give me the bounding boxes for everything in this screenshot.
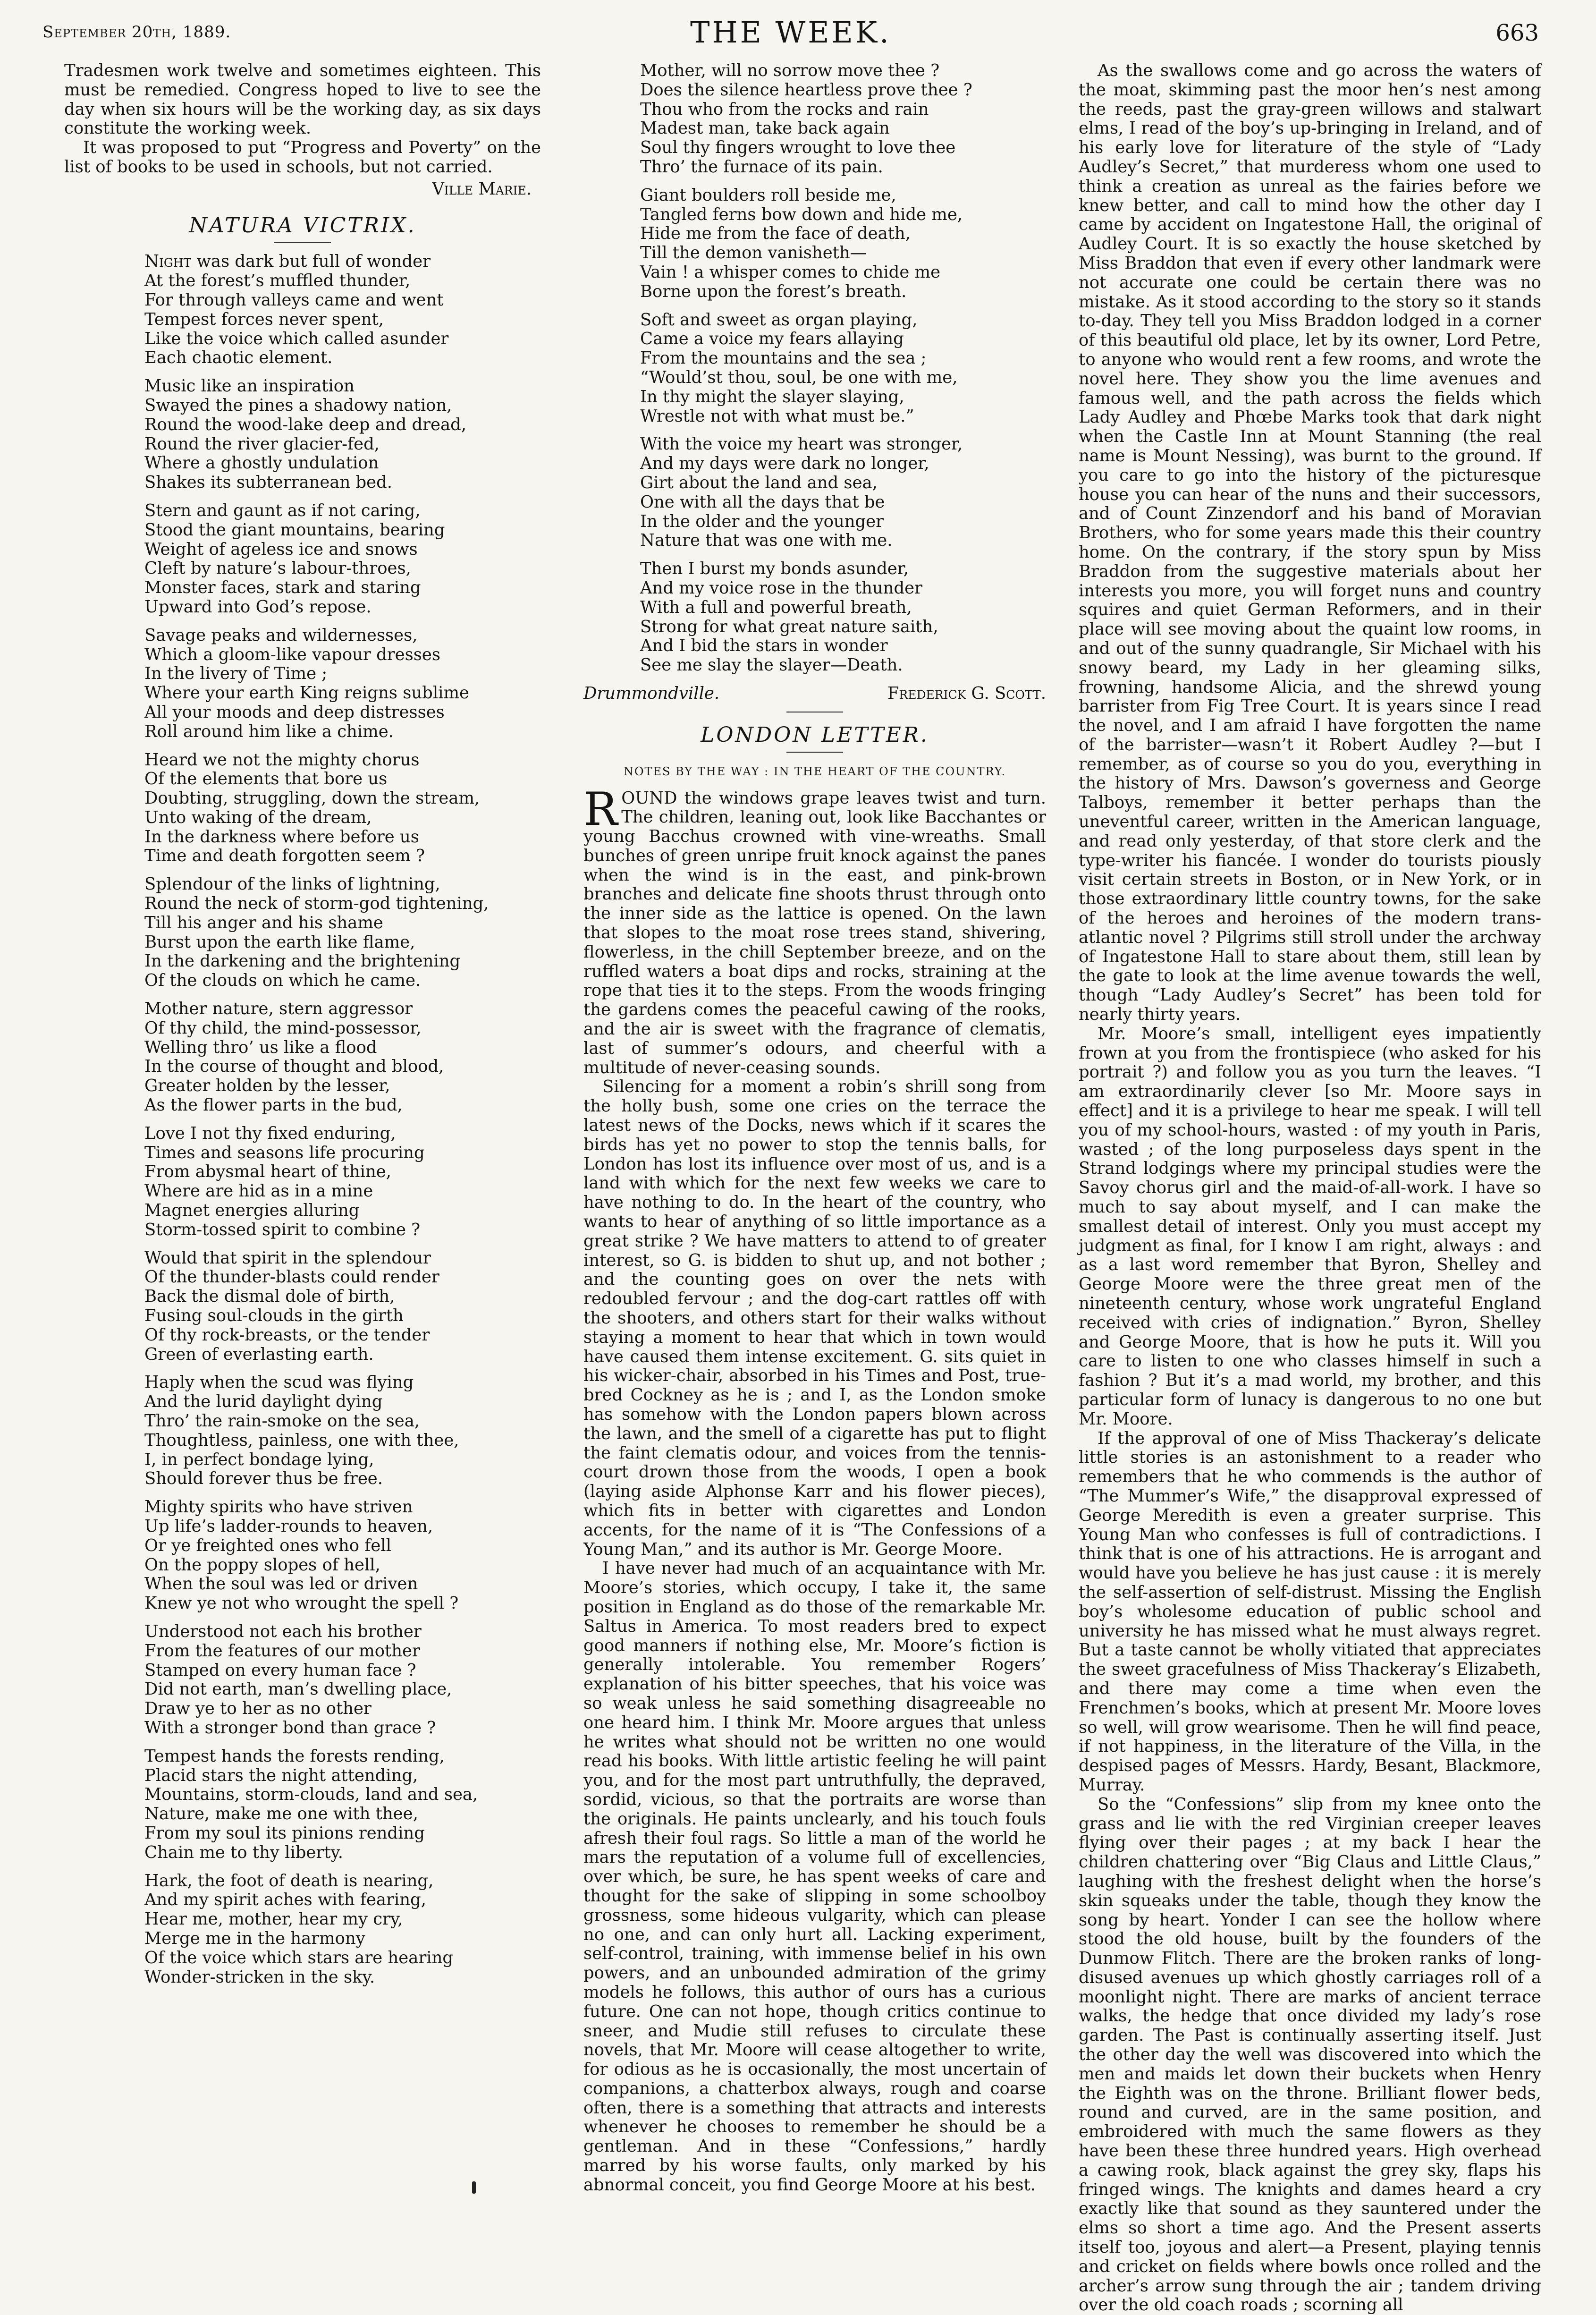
poem-line: Green of everlasting earth. bbox=[144, 1344, 374, 1364]
poem-line: Then I burst my bonds asunder, bbox=[640, 559, 909, 579]
poem-line: Unto waking of the dream, bbox=[144, 807, 372, 827]
intro-signature: Ville Marie. bbox=[432, 179, 532, 199]
poem-line: Of the clouds on which he came. bbox=[144, 971, 421, 991]
poem-line: In the livery of Time ; bbox=[144, 664, 328, 684]
poem-line: Round the neck of storm-god tightening, bbox=[144, 894, 489, 914]
article-paragraph: Silencing for a moment a robin’s shrill song from the holly bush, some one cries on the terrace the latest news of the Docks, news which if it scares the birds has yet no power to stop the tennis balls, for London has lost its influence over most of us, and is a land with which for the next few weeks we care to have nothing to do. In the heart of the country, who wants to hear of anything of so little importance as a great strike ? We have matters to attend to of greater interest, so G. is bidden to shut up, and not bother ; and the counting goes on over the nets with redoubled fervour ; and the dog-cart rattles off with the shooters, and others start for their walks without staying a moment to hear that which in town would have caused them intense excitement. G. sits quiet in his wicker-chair, absorbed in his Times and Post, true-bred Cockney as he is ; and I, as the London smoke has somehow with the London papers blown across the lawn, and the smell of a cigarette has put to flight the faint clematis odour, and voices from the tennis-court drown those from the woods, I open a book (laying aside Alphonse Karr and his flower pieces), which fits in better with cigarettes and London accents, for the name of it is “The Confessions of a Young Man,” and its author is Mr. George Moore. bbox=[583, 1077, 1046, 1559]
poem-line: In the darkness where before us bbox=[144, 827, 419, 847]
page-number: 663 bbox=[1495, 20, 1539, 46]
poem-line: From the features of our mother bbox=[144, 1641, 420, 1661]
poem-first-word: Night bbox=[144, 252, 192, 271]
poem-line: In the course of thought and blood, bbox=[144, 1057, 444, 1077]
poem-line: Giant boulders roll beside me, bbox=[640, 185, 896, 205]
poem-line: With a stronger bond than grace ? bbox=[144, 1718, 436, 1738]
article-title: LONDON LETTER. bbox=[701, 722, 929, 747]
poem-line: And my voice rose in the thunder bbox=[640, 578, 922, 598]
poem-line: Round the wood-lake deep and dread, bbox=[144, 415, 466, 434]
poem-line: Tempest forces never spent, bbox=[144, 309, 384, 329]
article-paragraph: If the approval of one of Miss Thackeray’s delicate little stories is an astonishment to a reader who remembers that he who commends is the author of “The Mummer’s Wife,” the disapproval expressed of George Meredith is even a greater surprise. This Young Man who confesses is full of contradictions. I think that is one of his attractions. He is arrogant and would have you believe he has just cause : it is merely the self-assertion of self-distrust. Missing the English boy’s wholesome education of public school and university he has missed what he must always regret. But a taste cannot be wholly vitiated that appreciates the sweet gracefulness of Miss Thackeray’s Elizabeth, and there may come a time when even the Frenchmen’s books, which at present Mr. Moore loves so well, will grow wearisome. Then he will find peace, if not happiness, in the literature of the Villa, in the despised pages of Messrs. Hardy, Besant, Blackmore, Murray. bbox=[1079, 1428, 1541, 1795]
divider bbox=[274, 242, 331, 243]
poem-line: “Would’st thou, soul, be one with me, bbox=[640, 367, 958, 387]
poem-line: From the mountains and the sea ; bbox=[640, 348, 927, 368]
poem-line: Hide me from the face of death, bbox=[640, 224, 911, 244]
stanza bbox=[64, 1124, 541, 1240]
poem-line: Tempest hands the forests rending, bbox=[144, 1746, 445, 1766]
poem-line: Hear me, mother, hear my cry, bbox=[144, 1909, 403, 1929]
poem-line: Draw ye to her as no other bbox=[144, 1699, 372, 1719]
poem-line: Or ye freighted ones who fell bbox=[144, 1535, 391, 1555]
poem-line: On the poppy slopes of hell, bbox=[144, 1555, 380, 1575]
poem-line: Back the dismal dole of birth, bbox=[144, 1287, 395, 1306]
poem-line: Which a gloom-like vapour dresses bbox=[144, 644, 441, 664]
lead-text: OUND the windows grape leaves twist and turn. The children, leaning out, look like Bacchantes or young Bacchus crowned with vine-wreaths. Small bunches of green unripe fruit knock against the panes when the wind is in the east, and pink-brown branches and delicate fine shoots thrust through onto the inner side as the lattice is opened. On the lawn that slopes to the moat rose trees stand, shivering, flowerless, in the chill September breeze, and on the ruffled waters a boat dips and rocks, straining at the rope that ties it to the steps. From the woods fringing the gardens comes the peaceful cawing of the rooks, and the air is sweet with the fragrance of clematis, last of summer’s odours, and cheerful with a multitude of never-ceasing sounds. bbox=[583, 788, 1046, 1077]
poem-line: Nature that was one with me. bbox=[640, 531, 893, 551]
poem-line: And the lurid daylight dying bbox=[144, 1392, 383, 1412]
poem-line: Understood not each his brother bbox=[144, 1621, 422, 1641]
stanza bbox=[64, 1249, 541, 1365]
poem-line: Borne upon the forest’s breath. bbox=[640, 281, 907, 301]
poem-line: Up life’s ladder-rounds to heaven, bbox=[144, 1516, 433, 1536]
poem-line: Where are hid as in a mine bbox=[144, 1181, 373, 1201]
poem-line: Splendour of the links of lightning, bbox=[144, 874, 440, 894]
poem-line: At the forest’s muffled thunder, bbox=[144, 271, 411, 291]
poem-line bbox=[144, 252, 541, 271]
poem-line: Thro’ the rain-smoke on the sea, bbox=[144, 1411, 420, 1431]
poem-continuation bbox=[583, 61, 1046, 675]
poem-line: Thou who from the rocks and rain bbox=[640, 99, 929, 119]
article-paragraph bbox=[583, 782, 1046, 1078]
poem-line: Does the silence heartless prove thee ? bbox=[640, 80, 972, 100]
column-right bbox=[1079, 61, 1541, 2315]
column-middle bbox=[583, 61, 1046, 2195]
poem-line: Nature, make me one with thee, bbox=[144, 1804, 418, 1824]
stanza bbox=[583, 311, 1046, 426]
poem-line: Love I not thy fixed enduring, bbox=[144, 1123, 396, 1143]
poem-line: Knew ye not who wrought the spell ? bbox=[144, 1594, 459, 1613]
stanza bbox=[64, 1872, 541, 1987]
poem-line: Monster faces, stark and staring bbox=[144, 578, 421, 598]
poem-line: Placid stars the night attending, bbox=[144, 1765, 418, 1785]
poem-line: Roll around him like a chime. bbox=[144, 721, 394, 741]
poem-line: Should forever thus be free. bbox=[144, 1469, 383, 1489]
poem-line: Burst upon the earth like flame, bbox=[144, 932, 415, 952]
poem-line: Stamped on every human face ? bbox=[144, 1660, 416, 1680]
print-mark bbox=[472, 2181, 476, 2194]
page-header bbox=[42, 13, 1539, 56]
poem-line: Of thy child, the mind-possessor, bbox=[144, 1018, 422, 1038]
poem-line: In the older and the younger bbox=[640, 511, 884, 531]
stanza bbox=[64, 875, 541, 991]
intro-text bbox=[64, 61, 541, 177]
poem-line: When the soul was led or driven bbox=[144, 1574, 418, 1594]
poem-line: Each chaotic element. bbox=[144, 348, 333, 368]
article-body bbox=[583, 782, 1046, 2195]
poem-line: From abysmal heart of thine, bbox=[144, 1162, 391, 1182]
article-paragraph: As the swallows come and go across the waters of the moat, skimming past the moor hen’s nest among the reeds, past the gray-green willows and stalwart elms, I read of the boy’s up-bringing in Ireland, and of his early love for literature of the style of “Lady Audley’s Secret,” that murderess whom one used to think a creation as unreal as the fairies before we knew better, and call to mind how the other day I came by accident on Ingatestone Hall, the original of Audley Court. It is so exactly the house sketched by Miss Braddon that even if every other landmark were not accurate one could be certain there was no mistake. As it stood according to the story so it stands to-day. They tell you Miss Braddon lodged in a corner of this beautiful old place, let by its owner, Lord Petre, to anyone who would rent a few rooms, and wrote the novel here. They show you the lime avenues and famous well, and the path across the fields which Lady Audley and Phœbe Marks took that dark night when the Castle Inn at Mount Stanning (the real name is Mount Nessing), was burnt to the ground. If you care to go into the history of the picturesque house you can hear of the nuns and their successors, and of Count Zinzendorf and his band of Moravian Brothers, who for some years made this their country home. On the contrary, if the story spun by Miss Braddon from the suggestive materials about her interests you more, you will forget nuns and country squires and quiet German Reformers, and in their place will see moving about the quaint low rooms, in and out of the sunny quadrangle, Sir Michael with his snowy beard, my Lady in her gleaming silks, frowning, handsome Alicia, and the shrewd young barrister from Fig Tree Court. It is years since I read the novel, and I am afraid I have forgotten the name of the barrister—wasn’t it Robert Audley ?—but I remember, as of course so you do you, everything in the history of Mrs. Dawson’s governess and George Talboys, remember it better perhaps than the uneventful career, written in the American language, and read only yesterday, of that store clerk and the type-writer his fiancée. I wonder do tourists piously visit certain streets in Boston, or in New York, or in those extraordinary little country towns, for the sake of the heroes and heroines of the modern trans-atlantic novel ? Pilgrims still stroll under the archway of Ingatestone Hall to stare about them, still lean by the gate to look at the lime avenue towards the well, though “Lady Audley’s Secret” has been told for nearly thirty years. bbox=[1079, 61, 1541, 1025]
poem-place: Drummondville. bbox=[583, 683, 720, 703]
poem-line: In thy might the slayer slaying, bbox=[640, 387, 904, 407]
issue-date: September 20th, 1889. bbox=[42, 23, 231, 42]
poem-line: And my spirit aches with fearing, bbox=[144, 1890, 426, 1910]
poem-line: Would that spirit in the splendour bbox=[144, 1248, 431, 1268]
poem-line: Madest man, take back again bbox=[640, 119, 890, 138]
poem-line: Swayed the pines a shadowy nation, bbox=[144, 395, 452, 415]
poem-line: Mother, will no sorrow move thee ? bbox=[640, 61, 940, 80]
stanza bbox=[64, 501, 541, 617]
stanza bbox=[583, 560, 1046, 675]
poem-line: Vain ! a whisper comes to chide me bbox=[640, 262, 941, 282]
poem-line: Of the voice which stars are hearing bbox=[144, 1948, 454, 1967]
stanza bbox=[64, 1000, 541, 1115]
stanza bbox=[64, 1747, 541, 1863]
masthead-title: THE WEEK. bbox=[690, 15, 891, 50]
intro-paragraph: It was proposed to put “Progress and Poverty” on the list of books to be used in schools, but not carried. bbox=[64, 138, 541, 177]
column-left bbox=[64, 61, 541, 1996]
article-paragraph: Mr. Moore’s small, intelligent eyes impatiently frown at you from the frontispiece (who asked for his portrait ?) and follow you as you turn the leaves. “I am extraordinarily clever [so Mr. Moore says in effect] and it is a privilege to hear me speak. I will tell you of my school-hours, wasted : of my youth in Paris, wasted ; of the long purposeless days spent in the Strand lodgings where my principal studies were the Savoy chorus girl and the maid-of-all-work. I have so much to say about myself, and I can make the smallest detail of interest. Only you must accept my judgment as final, for I know I am right, always : and as a last word remember that Byron, Shelley and George Moore were the three great men of the nineteenth century, whose work ungrateful England received with cries of indignation.” Byron, Shelley and George Moore, that is how he puts it. Will you care to listen to one who classes himself in such a fashion ? But it’s a mad world, my brother, and this particular form of lunacy is dangerous to no one but Mr. Moore. bbox=[1079, 1024, 1541, 1429]
stanza bbox=[64, 1498, 541, 1613]
poem-line: Wonder-stricken in the sky. bbox=[144, 1967, 375, 1987]
poem-line: As the flower parts in the bud, bbox=[144, 1095, 403, 1115]
poem-line: Doubting, struggling, down the stream, bbox=[144, 789, 480, 808]
poem-byline bbox=[583, 684, 1046, 705]
stanza bbox=[583, 61, 1046, 177]
poem-line: See me slay the slayer—Death. bbox=[640, 655, 903, 675]
intro-paragraph: Tradesmen work twelve and sometimes eighteen. This must be remedied. Congress hoped to live to see the day when six hours will be the working day, as six days constitute the working week. bbox=[64, 61, 541, 138]
poem-natura-victrix bbox=[64, 252, 541, 1987]
poem-line: Music like an inspiration bbox=[144, 376, 355, 396]
stanza bbox=[64, 377, 541, 492]
poem-line: Time and death forgotten seem ? bbox=[144, 846, 425, 866]
poem-line: Round the river glacier-fed, bbox=[144, 434, 380, 454]
poem-line: Of the elements that bore us bbox=[144, 769, 388, 789]
poem-line: Of the thunder-blasts could render bbox=[144, 1267, 439, 1287]
poem-line: Times and seasons life procuring bbox=[144, 1143, 425, 1162]
poem-line: And my days were dark no longer, bbox=[640, 454, 929, 474]
poem-line: Chain me to thy liberty. bbox=[144, 1842, 344, 1862]
stanza bbox=[583, 435, 1046, 551]
drop-cap: R bbox=[583, 782, 618, 836]
poem-line: Till the demon vanisheth— bbox=[640, 243, 867, 263]
poem-line: Stood the giant mountains, bearing bbox=[144, 520, 445, 540]
poem-line: Wrestle not with what must be.” bbox=[640, 406, 914, 426]
poem-line: Mother nature, stern aggressor bbox=[144, 999, 413, 1019]
article-subhead: NOTES BY THE WAY : IN THE HEART OF THE COUNTRY. bbox=[623, 764, 1006, 778]
poem-line: Savage peaks and wildernesses, bbox=[144, 625, 418, 645]
poem-line: Fusing soul-clouds in the girth bbox=[144, 1306, 404, 1326]
poem-line: Mountains, storm-clouds, land and sea, bbox=[144, 1785, 478, 1805]
poem-line: Till his anger and his shame bbox=[144, 913, 383, 933]
article-paragraph: I have never had much of an acquaintance with Mr. Moore’s stories, which occupy, I take it, the same position in England as do those of the remarkable Mr. Saltus in America. To most readers bred to expect good manners if nothing else, Mr. Moore’s fiction is generally intolerable. You remember Rogers’ explanation of his bitter speeches, that his voice was so weak unless he said something disagreeable no one heard him. I think Mr. Moore argues that unless he writes what should not be written no one would read his books. With little artistic feeling he will paint you, and for the most part untruthfully, the depraved, sordid, vicious, so that the portraits are worse than the originals. He paints unclearly, and his touch fouls afresh their foul rags. So little a man of the world he mars the reputation of a volume full of excellencies, over which, be sure, he has spent weeks of care and thought for the sake of slipping in some schoolboy grossness, some hideous vulgarity, which can please no one, and can only hurt all. Lacking experiment, self-control, training, with immense belief in his own powers, and an unbounded admiration of the grimy models he follows, this author of ours has a curious future. One can not hope, though critics continue to sneer, and Mudie still refuses to circulate these novels, that Mr. Moore will cease altogether to write, for odious as he is occasionally, the most uncertain of companions, a chatterbox always, rough and coarse often, there is a something that attracts and interests whenever he chooses to remember he should be a gentleman. And in these “Confessions,” hardly marred by his worse faults, only marked by his abnormal conceit, you find George Moore at his best. bbox=[583, 1559, 1046, 2195]
poem-line: Where your earth King reigns sublime bbox=[144, 683, 469, 703]
poem-line: Haply when the scud was flying bbox=[144, 1373, 414, 1392]
stanza bbox=[583, 186, 1046, 302]
poem-line: Welling thro’ us like a flood bbox=[144, 1037, 377, 1057]
poem-line: For through valleys came and went bbox=[144, 290, 444, 310]
poem-line: And I bid the stars in wonder bbox=[640, 636, 888, 656]
poem-line: Tangled ferns bow down and hide me, bbox=[640, 204, 963, 224]
poem-line: Came a voice my fears allaying bbox=[640, 329, 904, 349]
article-continuation bbox=[1079, 61, 1541, 2315]
poem-line: Hark, the foot of death is nearing, bbox=[144, 1871, 434, 1891]
poem-line: Cleft by nature’s labour-throes, bbox=[144, 559, 411, 578]
poem-line: Soft and sweet as organ playing, bbox=[640, 310, 918, 330]
stanza bbox=[64, 751, 541, 866]
stanza bbox=[64, 1622, 541, 1738]
poem-line: Heard we not the mighty chorus bbox=[144, 750, 420, 770]
poem-line: One with all the days that be bbox=[640, 492, 885, 512]
poem-line: Magnet energies alluring bbox=[144, 1201, 360, 1221]
poem-line: From my soul its pinions rending bbox=[144, 1823, 425, 1843]
poem-first-line-rest: was dark but full of wonder bbox=[191, 252, 431, 271]
poem-line: Greater holden by the lesser, bbox=[144, 1076, 390, 1096]
poem-line: Did not earth, man’s dwelling place, bbox=[144, 1679, 452, 1699]
poem-line: Weight of ageless ice and snows bbox=[144, 539, 418, 559]
poem-author: Frederick G. Scott. bbox=[887, 683, 1046, 703]
poem-line: Of thy rock-breasts, or the tender bbox=[144, 1325, 430, 1345]
poem-line: Girt about the land and sea, bbox=[640, 473, 878, 492]
poem-line: Mighty spirits who have striven bbox=[144, 1497, 413, 1517]
poem-line: In the darkening and the brightening bbox=[144, 951, 461, 971]
poem-line: With the voice my heart was stronger, bbox=[640, 434, 963, 454]
poem-line: With a full and powerful breath, bbox=[640, 597, 912, 617]
poem-line: Upward into God’s repose. bbox=[144, 597, 372, 617]
poem-line: Where a ghostly undulation bbox=[144, 453, 379, 473]
poem-line: Storm-tossed spirit to combine ? bbox=[144, 1220, 421, 1239]
poem-line: Thoughtless, painless, one with thee, bbox=[144, 1430, 459, 1450]
poem-line: All your moods and deep distresses bbox=[144, 702, 445, 722]
poem-title: NATURA VICTRIX. bbox=[189, 213, 416, 237]
stanza bbox=[64, 252, 541, 368]
stanza bbox=[64, 1373, 541, 1489]
stanza bbox=[64, 626, 541, 742]
article-paragraph: So the “Confessions” slip from my knee onto the grass and lie with the red Virginian creeper leaves flying over their pages ; at my back I hear the children chattering over “Big Claus and Little Claus,” laughing with the freshest delight when the horse’s skin squeaks under the table, though they know the song by heart. Yonder I can see the hollow where stood the old house, built by the founders of the Dunmow Flitch. There are the broken ranks of long-disused avenues up which ghostly carriages roll of a moonlight night. There are marks of ancient terrace walks, the hedge that once divided my lady’s rose garden. The Past is continually asserting itself. Just the other day the well was discovered into which the men and maids let down their buckets when Henry the Eighth was on the throne. Brilliant flower beds, round and curved, are in the same position, and embroidered with much the same flowers as they have been these three hundred years. High overhead a cawing rook, black against the grey sky, flaps his fringed wings. The knights and dames heard a cry exactly like that sound as they sauntered under the elms so short a time ago. And the Present asserts itself too, joyous and alert—a Present, playing tennis and cricket on fields where bowls once rolled and the archer’s arrow sung through the air ; tandem driving over the old coach roads ; scorning all bbox=[1079, 1794, 1541, 2315]
poem-line: Strong for what great nature saith, bbox=[640, 617, 938, 636]
poem-line: Stern and gaunt as if not caring, bbox=[144, 500, 421, 520]
poem-line: Merge me in the harmony bbox=[144, 1928, 365, 1948]
poem-line: Thro’ the furnace of its pain. bbox=[640, 157, 883, 177]
poem-line: Like the voice which called asunder bbox=[144, 329, 449, 348]
divider bbox=[786, 752, 843, 753]
poem-line: I, in perfect bondage lying, bbox=[144, 1450, 374, 1469]
poem-line: Shakes its subterranean bed. bbox=[144, 473, 392, 492]
poem-line: Soul thy fingers wrought to love thee bbox=[640, 138, 956, 158]
